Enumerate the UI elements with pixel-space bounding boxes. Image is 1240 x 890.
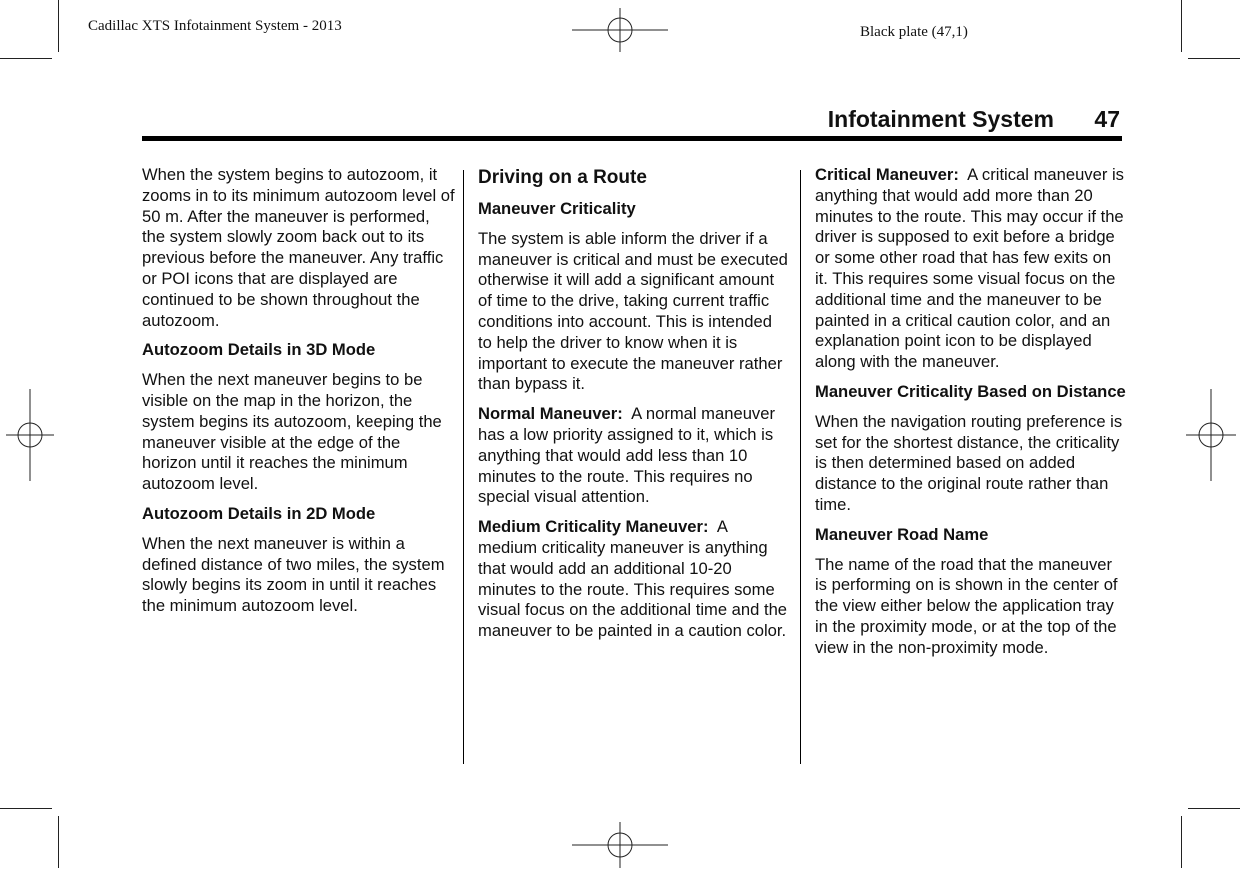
paragraph: The system is able inform the driver if a maneuver is critical and must be executed otherwise it will add a significant amount of time to the drive, taking current traffic conditions into account. This is intended to help the driver to know when it is important to execute the maneuver rather than bypass it. — [478, 228, 788, 394]
subheading: Autozoom Details in 2D Mode — [142, 503, 376, 523]
paragraph: When the navigation routing preference is set for the shortest distance, the criticality is then determined based on added distance to the original route rather than time. — [815, 411, 1123, 514]
paragraph — [478, 517, 788, 642]
page-header — [142, 100, 1122, 141]
subheading: Maneuver Road Name — [815, 524, 989, 544]
crop-mark — [0, 58, 52, 59]
run-in-heading: Normal Maneuver: — [478, 404, 623, 424]
paragraph: The name of the road that the maneuver is performing on is shown in the center of the view either below the application tray in the proximity mode, or at the top of the view in the non-proximity mode. — [815, 554, 1118, 657]
registration-mark-bottom — [570, 790, 670, 890]
registration-mark-top — [570, 0, 670, 100]
subheading: Maneuver Criticality Based on Distance — [815, 381, 1126, 401]
run-in-text: A normal maneuver has a low priority assigned to it, which is anything that would add less than 10 minutes to the route. This requires no special visual attention. — [478, 404, 775, 507]
run-in-text: A medium criticality maneuver is anything that would add an additional 10-20 minutes to the route. This requires some visual focus on the additional time and the maneuver to be painted in a caution color. — [478, 517, 788, 641]
page-number: 47 — [1094, 106, 1120, 132]
registration-mark-left — [0, 385, 100, 485]
crop-mark — [58, 816, 59, 868]
print-meta-right: Black plate (47,1) — [860, 24, 968, 40]
paragraph: When the system begins to autozoom, it zooms in to its minimum autozoom level of 50 m. After the maneuver is performed, the system slowly zoom back out to its previous before the maneuver. Any traffic or POI icons that are displayed are continued to be shown throughout the autozoom. — [142, 165, 455, 330]
paragraph — [815, 165, 1127, 373]
section-title: Infotainment System — [827, 106, 1054, 132]
crop-mark — [1188, 58, 1240, 59]
print-meta-left: Cadillac XTS Infotainment System - 2013 — [88, 18, 342, 34]
registration-mark-right — [1140, 385, 1240, 485]
section-heading: Driving on a Route — [478, 167, 647, 188]
paragraph — [478, 404, 788, 508]
run-in-heading: Medium Criticality Maneuver: — [478, 517, 709, 537]
crop-mark — [1181, 0, 1182, 52]
crop-mark — [1181, 816, 1182, 868]
paragraph: When the next maneuver begins to be visible on the map in the horizon, the system begins its autozoom, keeping the maneuver visible at the edge of the horizon until it reaches the minimum autozoom level. — [142, 370, 442, 494]
column-divider — [800, 170, 801, 764]
paragraph: When the next maneuver is within a defined distance of two miles, the system slowly begins its zoom in until it reaches the minimum autozoom level. — [142, 533, 445, 616]
crop-mark — [1188, 808, 1240, 809]
column-3 — [815, 165, 1127, 668]
crop-mark — [0, 808, 52, 809]
run-in-text: A critical maneuver is anything that would add more than 20 minutes to the route. This may occur if the driver is supposed to exit before a bridge or some other road that has few exits on it. This requires some visual focus on the additional time and the maneuver to be painted in a critical caution color, and an explanation point icon to be displayed along with the maneuver. — [815, 165, 1124, 372]
run-in-heading: Critical Maneuver: — [815, 165, 959, 184]
subheading: Maneuver Criticality — [478, 199, 636, 218]
column-2 — [478, 165, 788, 651]
column-divider — [463, 170, 464, 764]
subheading: Autozoom Details in 3D Mode — [142, 340, 376, 360]
crop-mark — [58, 0, 59, 52]
column-1 — [142, 165, 457, 626]
